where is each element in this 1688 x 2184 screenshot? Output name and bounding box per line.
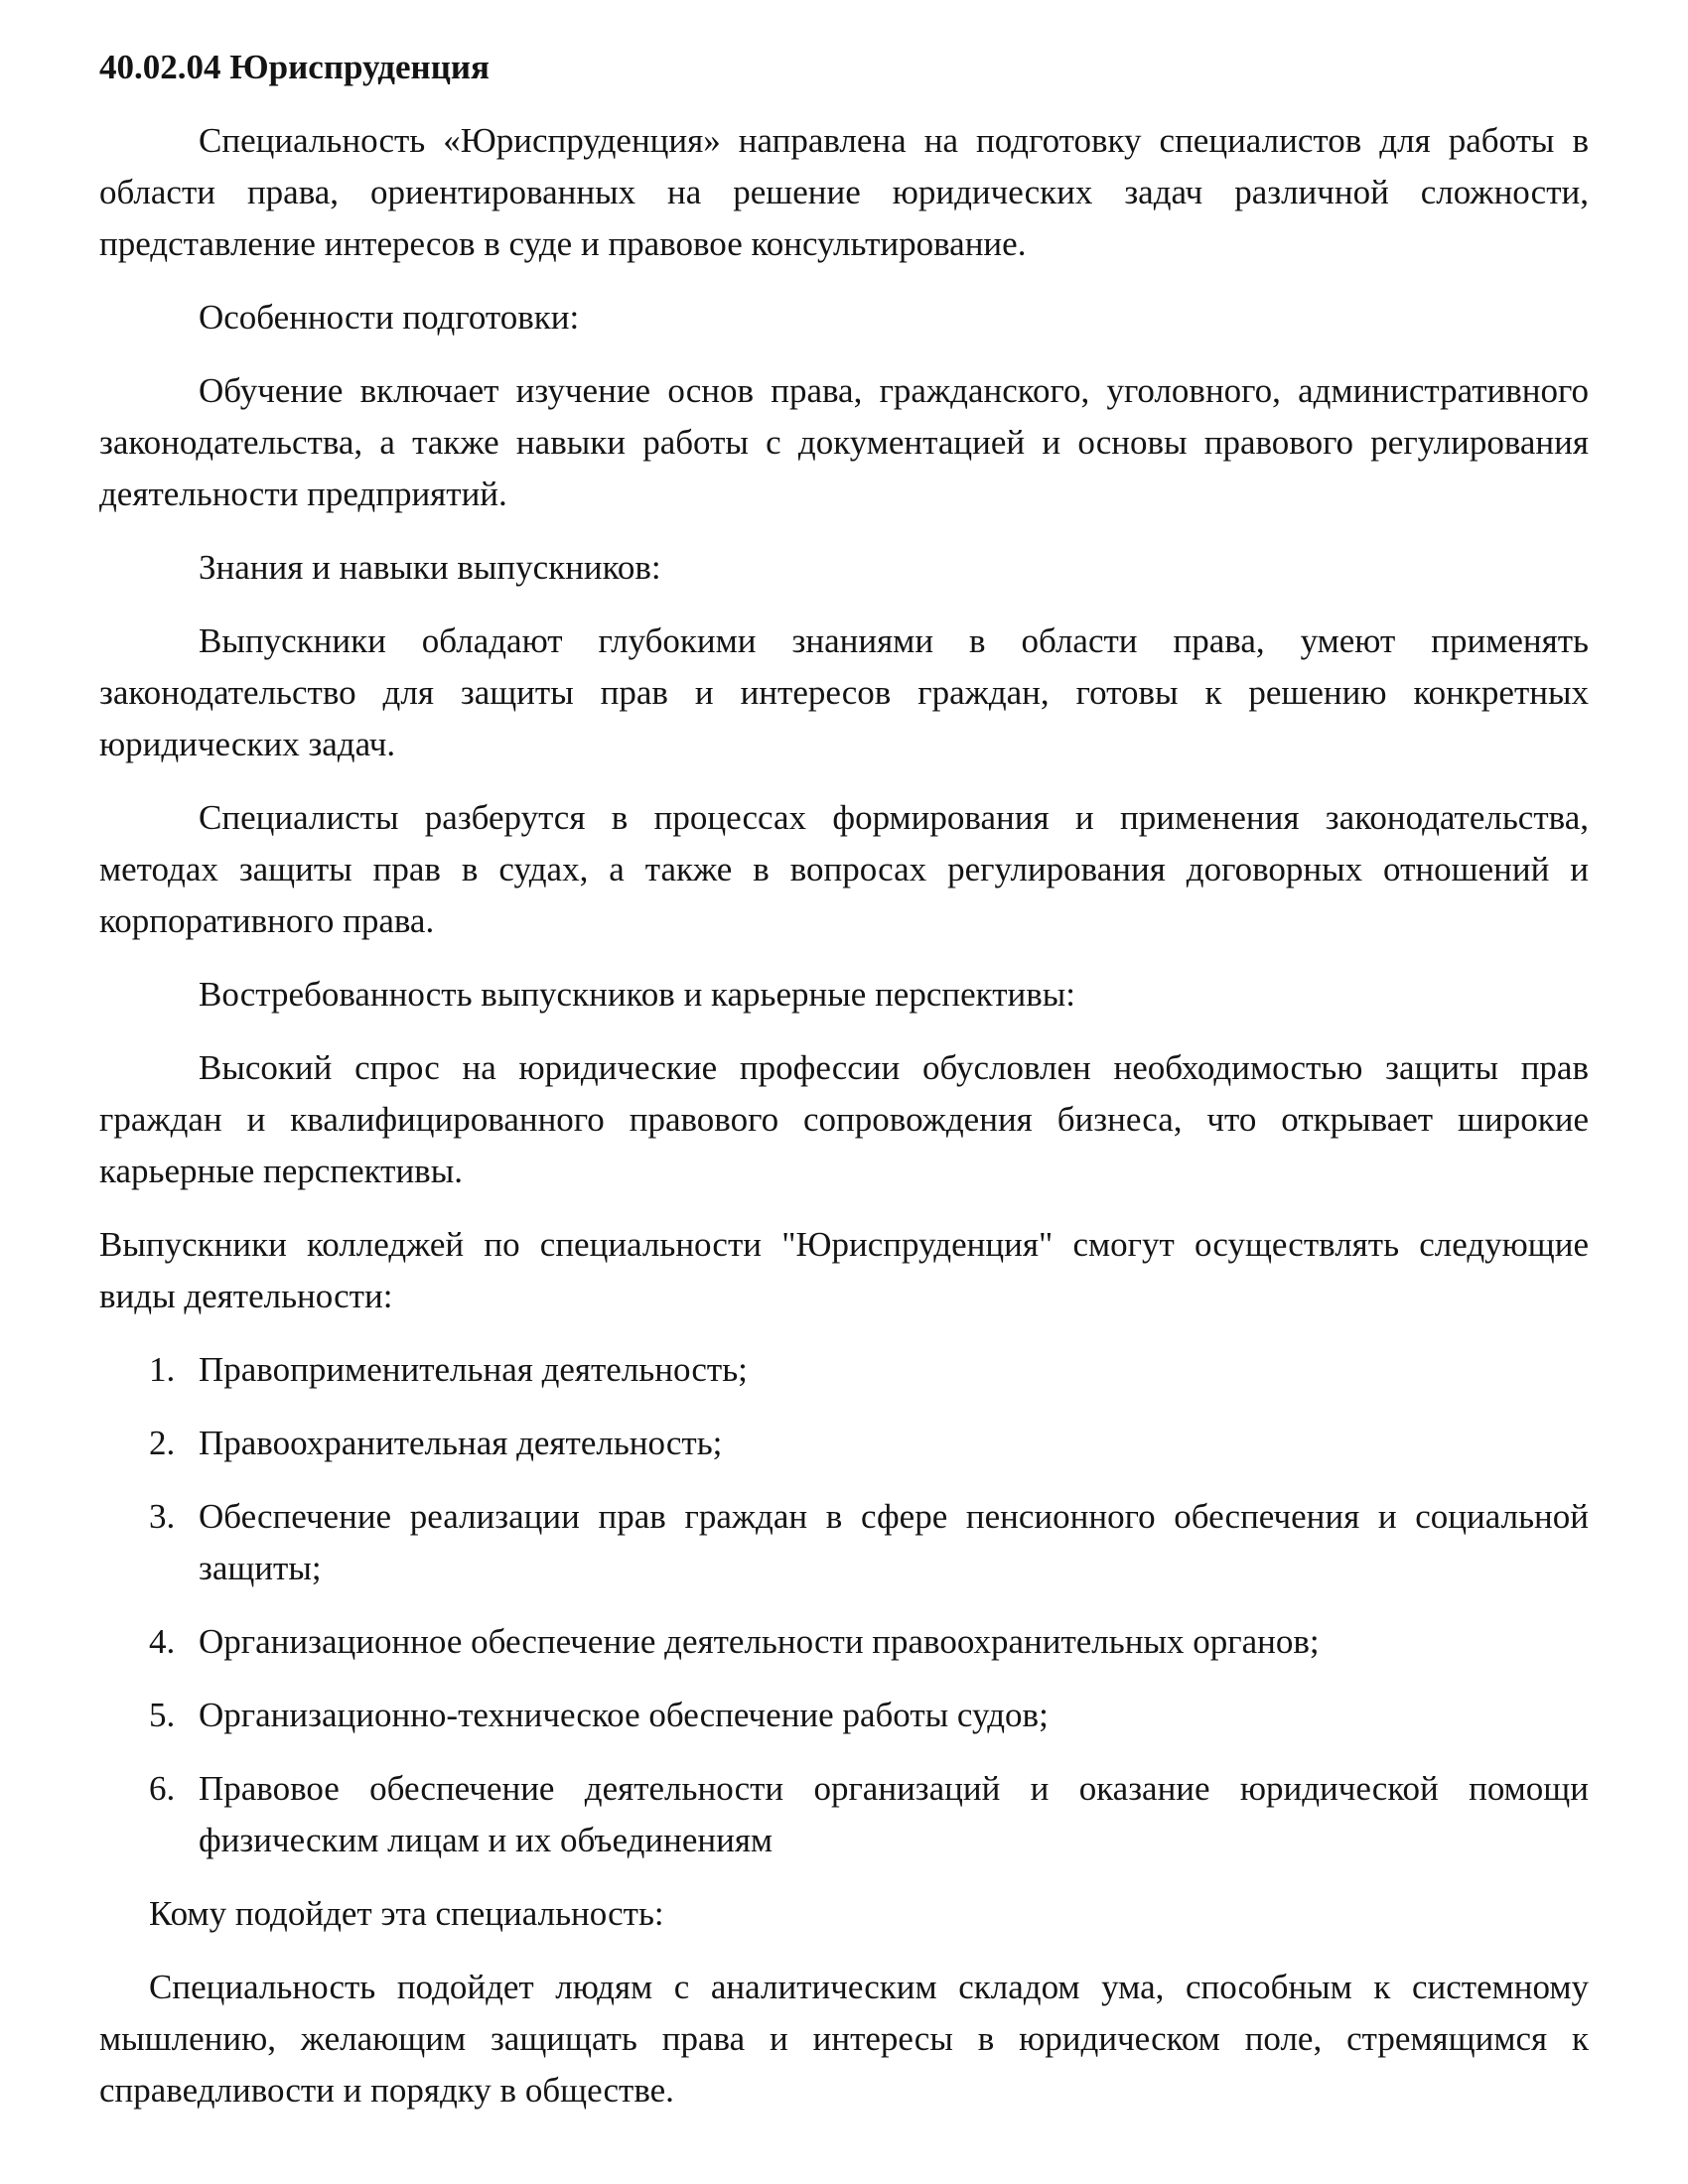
list-item	[99, 1690, 1589, 1741]
suits-heading: Кому подойдет эта специальность:	[149, 1894, 664, 1933]
list-item-text: Организационно-техническое обеспечение работы судов;	[199, 1696, 1049, 1734]
list-item-text: Правоприменительная деятельность;	[199, 1350, 748, 1389]
list-item	[99, 1616, 1589, 1668]
list-item-text: Правоохранительная деятельность;	[199, 1424, 723, 1462]
list-item-number: 5.	[149, 1696, 176, 1734]
list-item	[99, 1418, 1589, 1469]
activities-list	[99, 1344, 1589, 1866]
list-item-text: Обеспечение реализации прав граждан в сфере пенсионного обеспечения и социальной защиты;	[199, 1497, 1589, 1587]
list-item	[99, 1344, 1589, 1396]
features-paragraph: Обучение включает изучение основ права, гражданского, уголовного, административного законодательства, а также навыки работы с документацией и основы правового регулирования деятельности предприятий.	[99, 371, 1589, 513]
document-page	[99, 42, 1589, 2116]
demand-paragraph: Высокий спрос на юридические профессии обусловлен необходимостью защиты прав граждан и квалифицированного правового сопровождения бизнеса, что открывает широкие карьерные перспективы.	[99, 1048, 1589, 1190]
list-item-number: 3.	[149, 1497, 176, 1536]
list-item-number: 1.	[149, 1350, 176, 1389]
skills-paragraph-1: Выпускники обладают глубокими знаниями в области права, умеют применять законодательство для защиты прав и интересов граждан, готовы к решению конкретных юридических задач.	[99, 621, 1589, 763]
document-title: 40.02.04 Юриспруденция	[99, 48, 490, 86]
list-item-text: Правовое обеспечение деятельности организаций и оказание юридической помощи физическим лицам и их объединениям	[199, 1769, 1589, 1859]
features-heading: Особенности подготовки:	[199, 298, 580, 337]
intro-paragraph: Специальность «Юриспруденция» направлена на подготовку специалистов для работы в области права, ориентированных на решение юридических задач различной сложности, представление интересов в суде и правовое консультирование.	[99, 121, 1589, 263]
skills-heading: Знания и навыки выпускников:	[199, 548, 661, 587]
skills-paragraph-2: Специалисты разберутся в процессах формирования и применения законодательства, методах защиты прав в судах, а также в вопросах регулирования договорных отношений и корпоративного права.	[99, 798, 1589, 940]
list-item-number: 4.	[149, 1622, 176, 1661]
list-item-number: 6.	[149, 1769, 176, 1808]
suits-paragraph: Специальность подойдет людям с аналитическим складом ума, способным к системному мышлению, желающим защищать права и интересы в юридическом поле, стремящимся к справедливости и порядку в обществе.	[99, 1968, 1589, 2110]
activities-intro: Выпускники колледжей по специальности "Юриспруденция" смогут осуществлять следующие виды деятельности:	[99, 1225, 1589, 1315]
list-item	[99, 1491, 1589, 1594]
list-item-number: 2.	[149, 1424, 176, 1462]
list-item-text: Организационное обеспечение деятельности правоохранительных органов;	[199, 1622, 1320, 1661]
list-item	[99, 1763, 1589, 1866]
demand-heading: Востребованность выпускников и карьерные перспективы:	[199, 975, 1075, 1014]
